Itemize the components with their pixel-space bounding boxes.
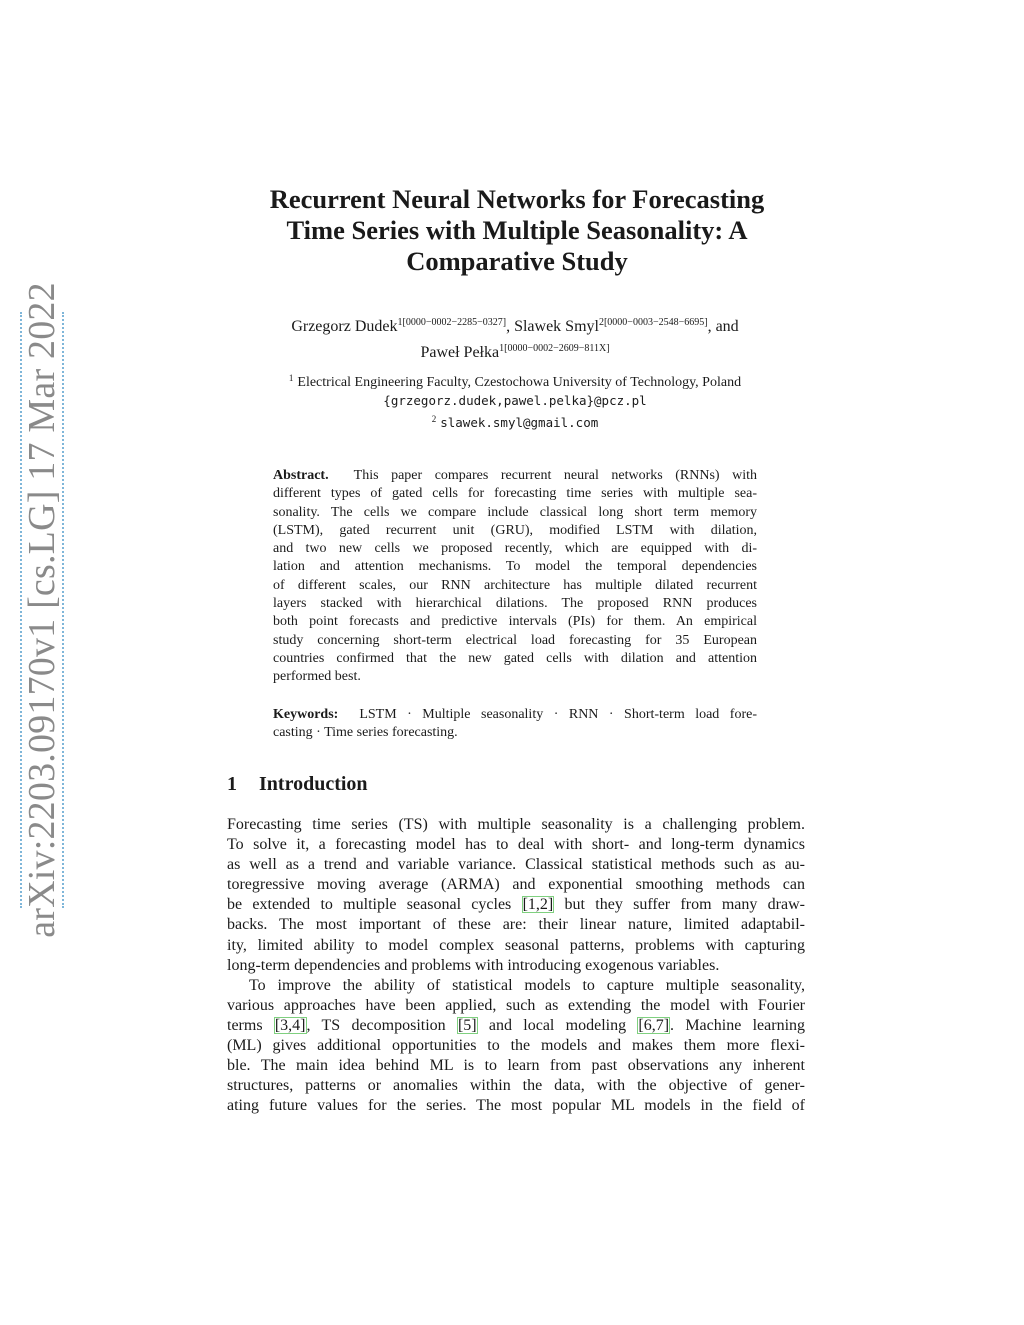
author-name-1: Grzegorz Dudek [291,318,398,335]
abstract-line: (LSTM), gated recurrent unit (GRU), modified LSTM with dilation, [273,522,757,538]
keywords-line: casting · Time series forecasting. [273,725,458,741]
citation-link[interactable]: [1,2] [522,896,554,914]
abstract-line: study concerning short-term electrical load forecasting for 35 European [273,632,757,648]
author-list [200,312,830,364]
title-line-2: Time Series with Multiple Seasonality: A [286,215,748,245]
body-line: (ML) gives additional opportunities to the models and makes them more flexi- [227,1037,805,1055]
body-line: ity, limited ability to model complex seasonal patterns, problems with capturing [227,936,805,954]
author-orcid-2: 2[0000−0003−2548−6695] [598,317,708,328]
author-orcid-3: 1[0000−0002−2609−811X] [499,343,610,354]
title-line-3: Comparative Study [406,246,628,276]
body-line: ble. The main idea behind ML is to learn from past observations any inherent [227,1057,805,1075]
citation-link[interactable]: [6,7] [638,1016,670,1034]
body-text [227,815,805,1116]
email-line-2 [200,410,830,433]
body-text-span: . Machine learning [670,1016,806,1034]
citation-link[interactable]: [3,4] [274,1016,306,1034]
title-line-1: Recurrent Neural Networks for Forecasting [269,184,765,214]
abstract-line: and two new cells we proposed recently, which are equipped with di- [273,541,757,557]
author-separator-and: , and [707,318,739,335]
abstract-block [273,467,757,687]
email-line-1: {grzegorz.dudek,pawel.pelka}@pcz.pl [383,393,647,408]
keywords-label: Keywords: [273,707,339,722]
abstract-line: layers stacked with hierarchical dilations. The proposed RNN produces [273,596,757,612]
body-line: long-term dependencies and problems with introducing exogenous variables. [227,956,720,974]
body-line [227,1016,805,1036]
author-separator: , [506,318,515,335]
body-text-span: but they suffer from many draw- [554,896,805,914]
author-line-1 [200,312,830,338]
body-line: structures, patterns or anomalies within the data, with the objective of gener- [227,1077,805,1095]
keywords-line [273,706,757,724]
section-title: Introduction [259,773,368,795]
paper-title [228,184,806,277]
body-text-span: terms [227,1016,274,1034]
abstract-line [273,467,757,485]
body-line: To improve the ability of statistical models to capture multiple seasonality, [249,976,805,994]
arxiv-identifier-stamp [20,282,64,938]
keywords-text: LSTM · Multiple seasonality · RNN · Short-term load fore- [359,707,757,722]
arxiv-identifier-text: arXiv:2203.09170v1 [cs.LG] 17 Mar 2022 [21,282,63,938]
body-text-span: be extended to multiple seasonal cycles [227,896,522,914]
citation-link[interactable]: [5] [457,1016,477,1034]
body-line [227,895,805,915]
affiliation-mark-2: 2 [431,414,437,424]
abstract-line: different types of gated cells for forecasting time series with multiple sea- [273,486,757,502]
body-line: various approaches have been applied, such as extending the model with Fourier [227,996,805,1014]
abstract-label: Abstract. [273,468,329,483]
author-name-3: Paweł Pełka [420,344,500,361]
body-line: Forecasting time series (TS) with multiple seasonality is a challenging problem. [227,816,805,833]
author-name-2: Slawek Smyl [514,318,599,335]
abstract-line: performed best. [273,669,361,685]
affiliations [200,369,830,433]
affiliation-text-1: Electrical Engineering Faculty, Czestochowa University of Technology, Poland [297,375,742,390]
section-heading [227,773,368,796]
abstract-line: both point forecasts and predictive intervals (PIs) for them. An empirical [273,614,757,630]
section-number: 1 [227,773,237,795]
body-line: toregressive moving average (ARMA) and exponential smoothing methods can [227,876,805,894]
affiliation-mark-1: 1 [288,373,294,383]
body-text-span: , TS decomposition [306,1016,457,1034]
body-line: backs. The most important of these are: their linear nature, limited adaptabil- [227,916,805,934]
keywords-block [273,706,757,743]
author-line-2 [200,338,830,364]
body-text-span: and local modeling [477,1016,638,1034]
email-2: slawek.smyl@gmail.com [440,415,599,430]
abstract-line: countries confirmed that the new gated cells with dilation and attention [273,650,757,666]
abstract-line: lation and attention mechanisms. To model the temporal dependencies [273,559,757,575]
affiliation-1 [200,369,830,392]
author-orcid-1: 1[0000−0002−2285−0327] [397,317,507,328]
abstract-text: This paper compares recurrent neural networks (RNNs) with [353,468,758,483]
body-line: as well as a trend and variable variance. Classical statistical methods such as au- [227,856,805,874]
body-line: ating future values for the series. The most popular ML models in the field of [227,1097,805,1115]
abstract-line: of different scales, our RNN architecture has multiple dilated recurrent [273,577,757,593]
body-line: To solve it, a forecasting model has to deal with short- and long-term dynamics [227,836,805,854]
abstract-line: sonality. The cells we compare include classical long short term memory [273,504,757,520]
